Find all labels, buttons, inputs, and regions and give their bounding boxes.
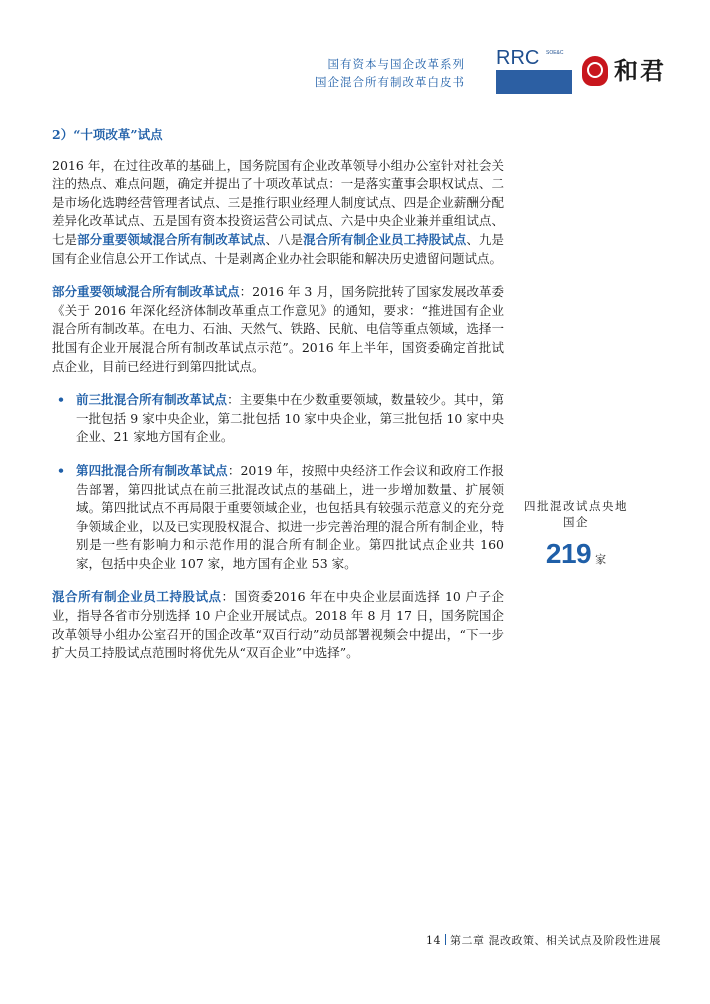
page-footer — [426, 932, 661, 948]
bullet-fourth-batch — [52, 462, 504, 574]
ten-reforms-text-b: 、八是 — [265, 231, 304, 247]
callout-caption: 四批混改试点央地国企 — [524, 499, 628, 529]
hejun-logo — [582, 52, 682, 90]
bullet-dot-icon: • — [57, 392, 65, 408]
rrc-logo-band — [496, 70, 572, 94]
employee-stock-pilot-label: 混合所有制企业员工持股试点 — [52, 589, 222, 605]
hejun-logo-text: 和君 — [614, 56, 666, 85]
callout-unit: 家 — [595, 553, 607, 566]
series-line-2: 国企混合所有制改革白皮书 — [315, 75, 465, 89]
callout-number: 219 — [545, 538, 592, 569]
page-number: 14 — [426, 934, 441, 947]
ten-reforms-text-c: 、九是国有企业信息公开工作试点、十是剥离企业办社会职能和解决历史遗留问题试点。 — [52, 231, 504, 266]
ten-reforms-highlight-mixed-ownership: 部分重要领域混合所有制改革试点 — [77, 231, 266, 247]
rrc-logo-sup: SOE&C — [546, 50, 564, 56]
hejun-seal-icon — [582, 56, 608, 86]
bullet-first-three-batches — [52, 391, 504, 447]
main-content — [52, 126, 504, 678]
chapter-title: 第二章 混改政策、相关试点及阶段性进展 — [450, 934, 661, 947]
first-three-batches-label: 前三批混合所有制改革试点 — [76, 392, 228, 408]
ten-reforms-highlight-employee-stock: 混合所有制企业员工持股试点 — [303, 231, 467, 247]
first-three-batches-text: ：主要集中在少数重要领域，数量较少。其中，第一批包括 9 家中央企业，第二批包括 10 家中央企业，第三批包括 10 家中央企业、21 家地方国有企业。 — [76, 392, 504, 445]
paragraph-ten-reforms — [52, 157, 504, 269]
fourth-batch-text: ：2019 年，按照中央经济工作会议和政府工作报告部署，第四批试点在前三批混改试点的基础上，进一步增加数量、扩展领域。第四批试点不再局限于重要领域企业，也包括具有较强示范意义的充分竞争领域企业，以及已实现股权混合、拟进一步完善治理的混合所有制企业，特别是一些有影响力和示范作用的混合所有制企业。第四批试点企业共 160 家，包括中央企业 107 家，地方国有企业 53 家。 — [76, 462, 504, 571]
paragraph-employee-stock-pilot — [52, 588, 504, 662]
fourth-batch-label: 第四批混合所有制改革试点 — [76, 462, 228, 478]
series-line-1: 国有资本与国企改革系列 — [327, 57, 465, 71]
side-callout — [520, 498, 632, 570]
rrc-logo-text: RRC — [496, 48, 544, 68]
paragraph-key-areas-pilot — [52, 283, 504, 376]
footer-separator — [445, 934, 446, 945]
bullet-dot-icon: • — [57, 462, 65, 478]
key-areas-pilot-label: 部分重要领域混合所有制改革试点 — [52, 284, 240, 300]
callout-number-row — [520, 538, 632, 570]
employee-stock-pilot-text: ：国资委2016 年在中央企业层面选择 10 户子企业，指导各省市分别选择 10 户企业开展试点。2018 年 8 月 17 日，国务院国企改革领导小组办公室召开的国企改革“双百行动”动员部署视频会中提出，“下一步扩大员工持股试点范围时将优先从“双百企业”中选择”。 — [52, 589, 504, 661]
header-series-title — [225, 55, 465, 91]
section-title: 2）“十项改革”试点 — [52, 127, 163, 142]
rrc-logo — [496, 48, 574, 94]
key-areas-pilot-text: ：2016 年 3 月，国务院批转了国家发展改革委《关于 2016 年深化经济体制改革重点工作意见》的通知，要求：“推进国有企业混合所有制改革。在电力、石油、天然气、铁路、民航、电信等重点领域，选择一批国有企业开展混合所有制改革试点示范”。2016 年上半年，国资委确定首批试点企业，目前已经进行到第四批试点。 — [52, 284, 504, 374]
ten-reforms-text-a: 2016 年，在过往改革的基础上，国务院国有企业改革领导小组办公室针对社会关注的热点、难点问题，确定并提出了十项改革试点：一是落实董事会职权试点、二是市场化选聘经营管理者试点、三是推行职业经理人制度试点、四是企业薪酬分配差异化改革试点、五是国有资本投资运营公司试点、六是中央企业兼并重组试点、七是 — [52, 157, 504, 247]
